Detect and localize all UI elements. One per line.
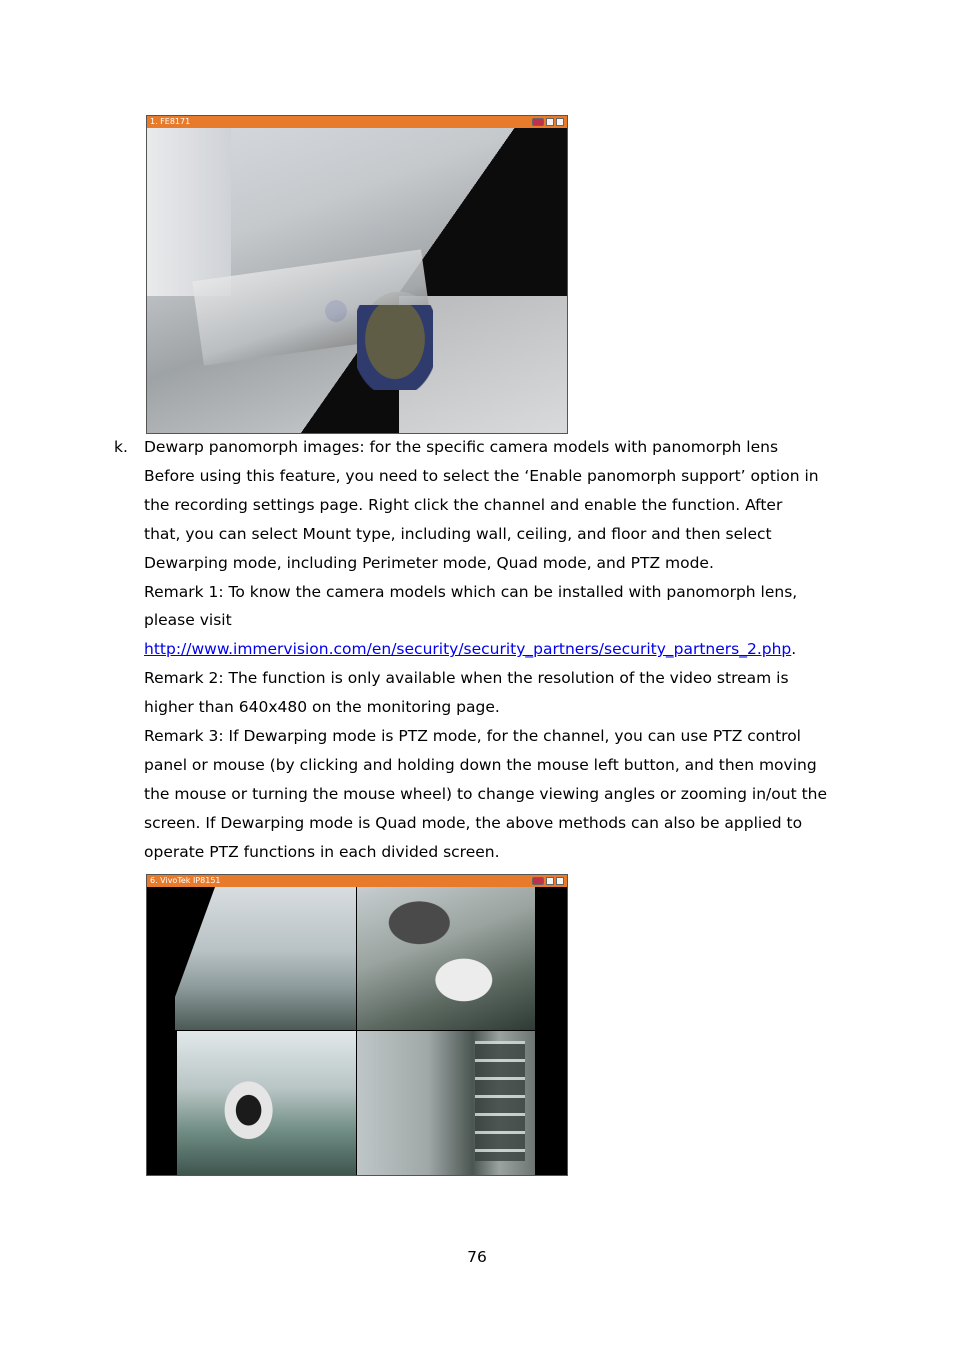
quad-view-top-left (175, 887, 356, 1030)
record-icon[interactable] (532, 118, 544, 126)
paragraph-line: operate PTZ functions in each divided screen. (144, 842, 500, 861)
camera-title-bar (147, 116, 567, 128)
paragraph-line: higher than 640x480 on the monitoring page. (144, 698, 500, 717)
camera-window-controls (532, 118, 564, 126)
paragraph-line: screen. If Dewarping mode is Quad mode, the above methods can also be applied to (144, 813, 803, 832)
paragraph-line: panel or mouse (by clicking and holding down the mouse left button, and then moving (144, 755, 817, 774)
snapshot-icon[interactable] (546, 118, 554, 126)
close-icon[interactable] (556, 118, 564, 126)
camera-view-fe8171 (146, 115, 568, 434)
dewarp-mask (175, 887, 215, 997)
paragraph-line: Dewarping mode, including Perimeter mode, Quad mode, and PTZ mode. (144, 553, 714, 572)
video-rack-region (475, 1041, 525, 1161)
quad-view-bottom-right (357, 1031, 535, 1175)
video-person-region (357, 305, 433, 390)
video-shelf-region (147, 128, 231, 296)
paragraph-line: Dewarp panomorph images: for the specific camera models with panomorph lens (144, 438, 779, 456)
link-suffix: . (791, 640, 797, 659)
paragraph-line: that, you can select Mount type, including wall, ceiling, and floor and then select (144, 524, 772, 543)
paragraph-line: please visit (144, 611, 232, 630)
paragraph-line: Remark 2: The function is only available when the resolution of the video stream is (144, 669, 789, 688)
close-icon[interactable] (556, 877, 564, 885)
camera-view-ip8151-quad (146, 874, 568, 1176)
camera-title-bar (147, 875, 567, 887)
quad-view-top-right (357, 887, 535, 1030)
camera-window-controls (532, 877, 564, 885)
paragraph-line: the recording settings page. Right click the channel and enable the function. After (144, 495, 783, 514)
camera-title: 1. FE8171 (150, 117, 191, 126)
record-icon[interactable] (532, 877, 544, 885)
camera-video-image (147, 128, 567, 433)
link-line (144, 635, 844, 664)
paragraph-line: the mouse or turning the mouse wheel) to change viewing angles or zooming in/out the (144, 784, 828, 803)
paragraph-line: Before using this feature, you need to select the ‘Enable panomorph support’ option in (144, 466, 819, 485)
immervision-link[interactable]: http://www.immervision.com/en/security/security_partners/security_partners_2.php (144, 640, 792, 659)
snapshot-icon[interactable] (546, 877, 554, 885)
quad-view-bottom-left (177, 1031, 356, 1175)
camera-title: 6. VivoTek IP8151 (150, 876, 221, 885)
item-k-body (144, 433, 844, 867)
paragraph-line: Remark 3: If Dewarping mode is PTZ mode, for the channel, you can use PTZ control (144, 727, 801, 746)
paragraph-line: Remark 1: To know the camera models which can be installed with panomorph lens, (144, 582, 798, 601)
page-number: 76 (467, 1248, 487, 1266)
list-marker: k. (114, 438, 128, 456)
